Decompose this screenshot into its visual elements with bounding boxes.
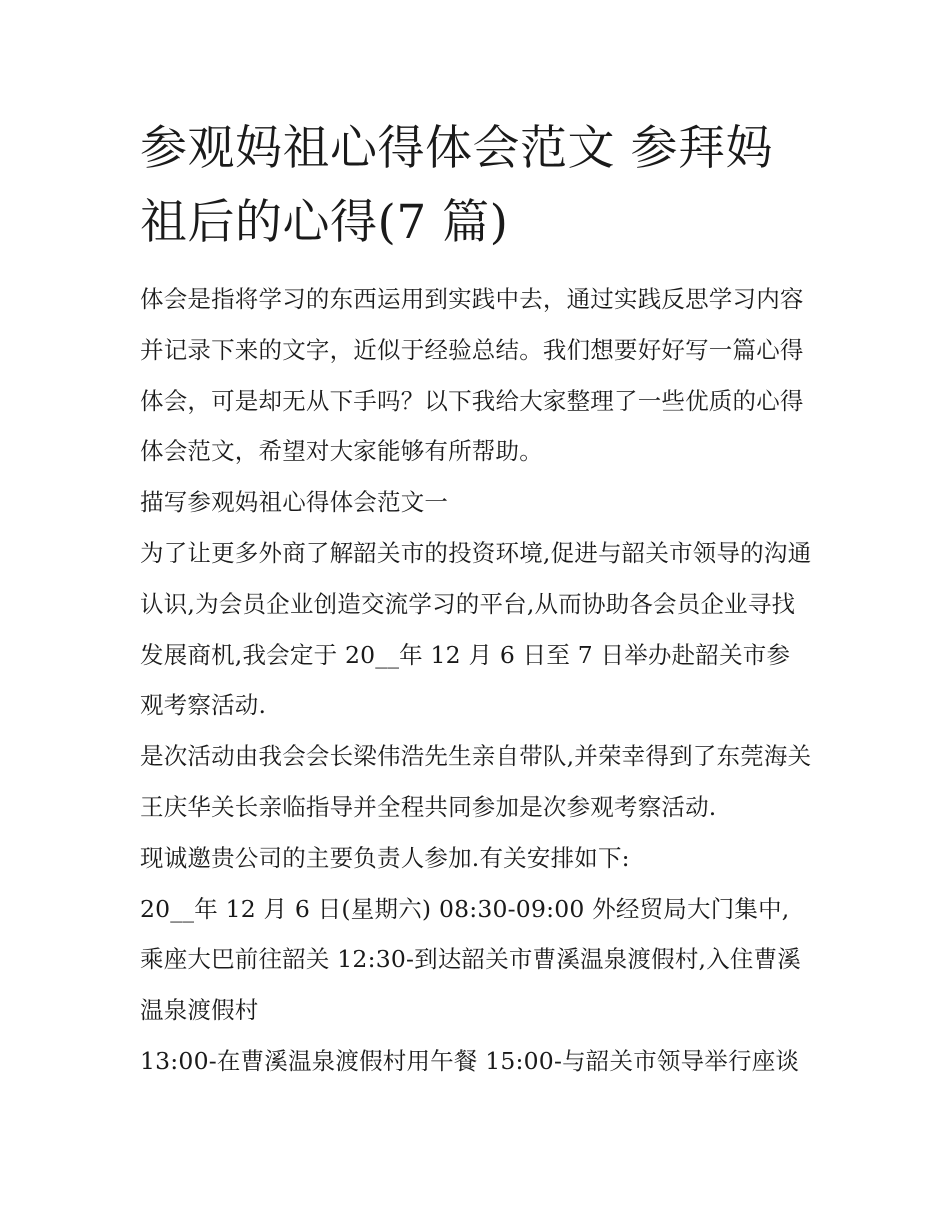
schedule-paragraph: 20__年 12 月 6 日(星期六) 08:30-09:00 外经贸局大门集中,乘座大巴前往韶关 12:30-到达韶关市曹溪温泉渡假村,入住曹溪温泉渡假村 [140, 894, 802, 1025]
section-heading: 描写参观妈祖心得体会范文一 [140, 488, 449, 517]
body-paragraph: 为了让更多外商了解韶关市的投资环境,促进与韶关市领导的沟通认识,为会员企业创造交流学习的平台,从而协助各会员企业寻找发展商机,我会定于 20__年 12 月 6 日至 7 日举办赴韶关市参观考察活动. [140, 538, 812, 720]
document-title: 参观妈祖心得体会范文 参拜妈祖后的心得(7 篇) [140, 121, 773, 250]
document-page [140, 112, 812, 1087]
body-paragraph: 是次活动由我会会长梁伟浩先生亲自带队,并荣幸得到了东莞海关王庆华关长亲临指导并全程共同参加是次参观考察活动. [140, 742, 812, 821]
schedule-paragraph: 13:00-在曹溪温泉渡假村用午餐 15:00-与韶关市领导举行座谈 [140, 1046, 800, 1075]
intro-paragraph: 体会是指将学习的东西运用到实践中去，通过实践反思学习内容并记录下来的文字，近似于经验总结。我们想要好好写一篇心得体会，可是却无从下手吗？以下我给大家整理了一些优质的心得体会范文，希望对大家能够有所帮助。 [140, 285, 804, 466]
body-paragraph: 现诚邀贵公司的主要负责人参加.有关安排如下: [140, 843, 630, 872]
